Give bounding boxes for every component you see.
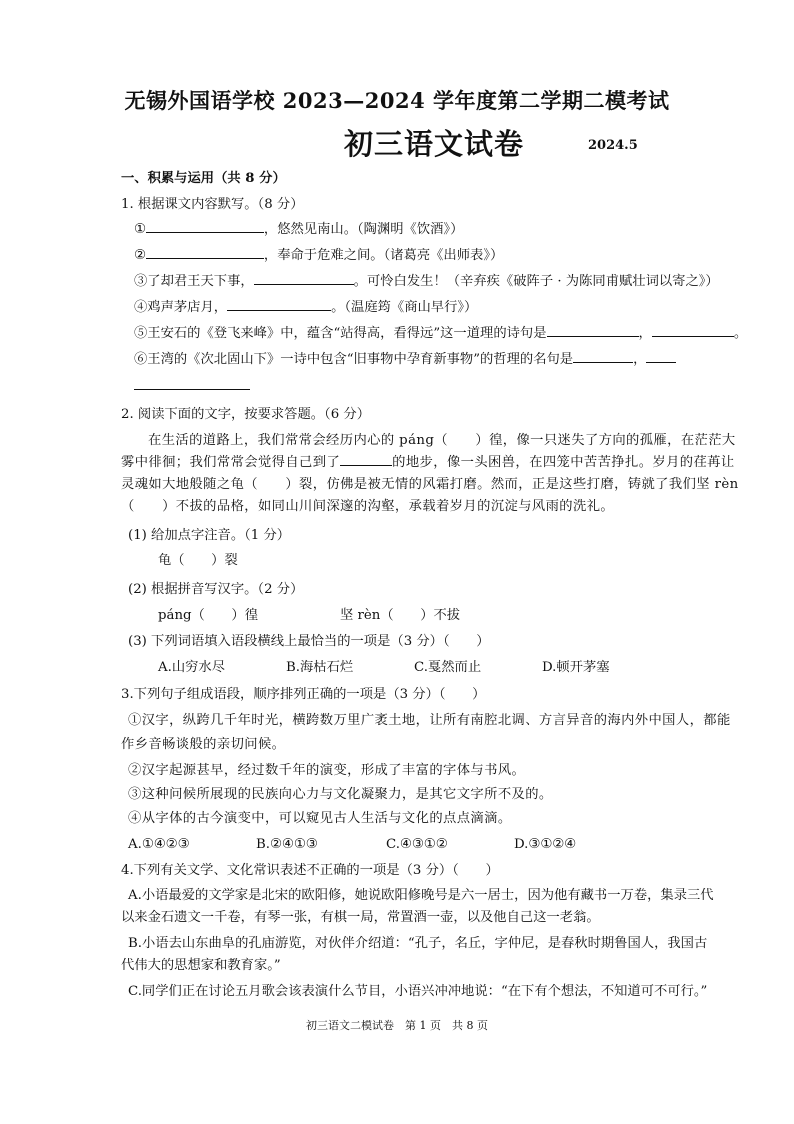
sentence-line: ③这种问候所展现的民族向心力与文化凝聚力，是其它文字所不及的。	[128, 787, 553, 802]
passage-line	[121, 453, 735, 473]
q4-line: A.小语最爱的文学家是北宋的欧阳修，她说欧阳修晚号是六一居士，因为他有藏书一万卷，集录三代	[128, 888, 714, 903]
school-title: 无锡外国语学校 2023—2024 学年度第二学期二模考试	[124, 88, 670, 113]
q4-line: C.同学们正在讨论五月歌会该表演什么节目，小语兴冲冲地说：“在下有个想法，不知道可不可行。”	[128, 984, 708, 999]
item-pre: 鸡声茅店月，	[147, 300, 228, 315]
answer-blank[interactable]	[652, 324, 734, 337]
item-end: 。	[733, 326, 748, 341]
answer-blank[interactable]	[134, 377, 250, 390]
item-text: ，	[633, 352, 647, 367]
q1-item-3	[134, 272, 719, 292]
q1-item-6	[134, 350, 676, 370]
option-a[interactable]: A.山穷水尽	[158, 660, 226, 675]
option-c[interactable]: C.④③①②	[386, 837, 448, 852]
item-number: ⑥	[134, 352, 148, 367]
item-pre: 了却君王天下事，	[147, 274, 254, 289]
passage-text: 雾中徘徊；我们常常会觉得自己到了	[121, 455, 341, 470]
passage-text: 的地步，像一头困兽，在四笼中苦苦挣扎。岁月的荏苒让	[392, 455, 735, 470]
option-c[interactable]: C.戛然而止	[414, 660, 482, 675]
option-d[interactable]: D.③①②④	[514, 837, 577, 852]
sentence-line: ①汉字，纵跨几千年时光，横跨数万里广袤土地，让所有南腔北调、方言异音的海内外中国人，都能	[128, 713, 731, 728]
section-heading: 一、积累与运用（共 8 分）	[121, 171, 286, 186]
q4-stem: 4.下列有关文学、文化常识表述不正确的一项是（3 分）（ ）	[121, 863, 499, 878]
passage-line: 在生活的道路上，我们常常会经历内心的 páng（ ）徨，像一只迷失了方向的孤雁，在茫茫大	[148, 433, 736, 448]
answer-blank[interactable]	[646, 350, 676, 363]
option-d[interactable]: D.顿开茅塞	[542, 660, 610, 675]
sentence-line: ④从字体的古今演变中，可以窥见古人生活与文化的点点滴滴。	[128, 811, 512, 826]
sentence-line: 作乡音畅谈般的亲切问候。	[121, 737, 286, 752]
item-text: ，	[638, 326, 652, 341]
item-pre: 王湾的《次北固山下》一诗中包含“旧事物中孕育新事物”的哲理的名句是	[147, 352, 574, 367]
q2-sub2-stem: (2) 根据拼音写汉字。（2 分）	[128, 582, 304, 597]
q1-item-4	[134, 298, 477, 318]
item-pre: 王安石的《登飞来峰》中，蕴含“站得高，看得远”这一道理的诗句是	[147, 326, 547, 341]
item-text: ，悠然见南山。（陶渊明《饮酒》）	[263, 222, 464, 237]
option-b[interactable]: B.海枯石烂	[286, 660, 354, 675]
item-number: ①	[134, 222, 146, 237]
passage-line: （ ）不拔的品格，如同山川间深邃的沟壑，承载着岁月的沉淀与风雨的洗礼。	[121, 499, 615, 514]
item-text: 。可怜白发生！（辛弃疾《破阵子 · 为陈同甫赋壮词以寄之》）	[353, 274, 719, 289]
q2-sub1-stem: (1) 给加点字注音。（1 分）	[128, 528, 291, 543]
item-text: ，奉命于危难之间。（诸葛亮《出师表》）	[263, 248, 504, 263]
q4-line: 以来金石遗文一千卷，有琴一张，有棋一局，常置酒一壶，以及他自己这一老翁。	[121, 910, 600, 925]
exam-title: 初三语文试卷	[344, 127, 525, 161]
item-number: ⑤	[134, 326, 148, 341]
q4-line: 代伟大的思想家和教育家。”	[121, 958, 281, 973]
q2-sub1-answer: 龟（ ）裂	[158, 553, 238, 568]
answer-blank[interactable]	[547, 324, 639, 337]
q2-sub3-stem: (3) 下列词语填入语段横线上最恰当的一项是（3 分）（ ）	[128, 634, 490, 649]
answer-blank[interactable]	[573, 350, 633, 363]
sentence-line: ②汉字起源甚早，经过数千年的演变，形成了丰富的字体与书风。	[128, 763, 526, 778]
q1-item-2	[134, 246, 503, 266]
option-b[interactable]: B.②④①③	[256, 837, 318, 852]
q1-item-5	[134, 324, 747, 344]
q4-line: B.小语去山东曲阜的孔庙游览，对伙伴介绍道：“孔子，名丘，字仲尼，是春秋时期鲁国人，我国古	[128, 936, 708, 951]
q2-sub2-a: páng（ ）徨	[158, 608, 258, 623]
item-text: 。（温庭筠《商山早行》）	[331, 300, 478, 315]
answer-blank[interactable]	[146, 220, 264, 233]
exam-date: 2024.5	[588, 138, 638, 153]
passage-line: 灵魂如大地般随之龟（ ）裂，仿佛是被无情的风霜打磨。然而，正是这些打磨，铸就了我们坚 rèn	[121, 477, 739, 492]
q1-item-1	[134, 220, 463, 240]
q1-stem: 1. 根据课文内容默写。（8 分）	[121, 197, 304, 212]
q3-stem: 3.下列句子组成语段，顺序排列正确的一项是（3 分）（ ）	[121, 687, 486, 702]
item-number: ②	[134, 248, 146, 263]
q2-sub2-b: 坚 rèn（ ）不拔	[340, 608, 461, 623]
q1-item-6-continuation	[134, 377, 250, 397]
item-number: ④	[134, 300, 148, 315]
option-a[interactable]: A.①④②③	[128, 837, 190, 852]
answer-blank[interactable]	[146, 246, 264, 259]
item-number: ③	[134, 274, 148, 289]
answer-blank[interactable]	[254, 272, 354, 285]
q2-stem: 2. 阅读下面的文字，按要求答题。（6 分）	[121, 407, 370, 422]
page-footer: 初三语文二模试卷 第 1 页 共 8 页	[306, 1019, 488, 1032]
answer-blank[interactable]	[340, 453, 392, 466]
answer-blank[interactable]	[227, 298, 331, 311]
